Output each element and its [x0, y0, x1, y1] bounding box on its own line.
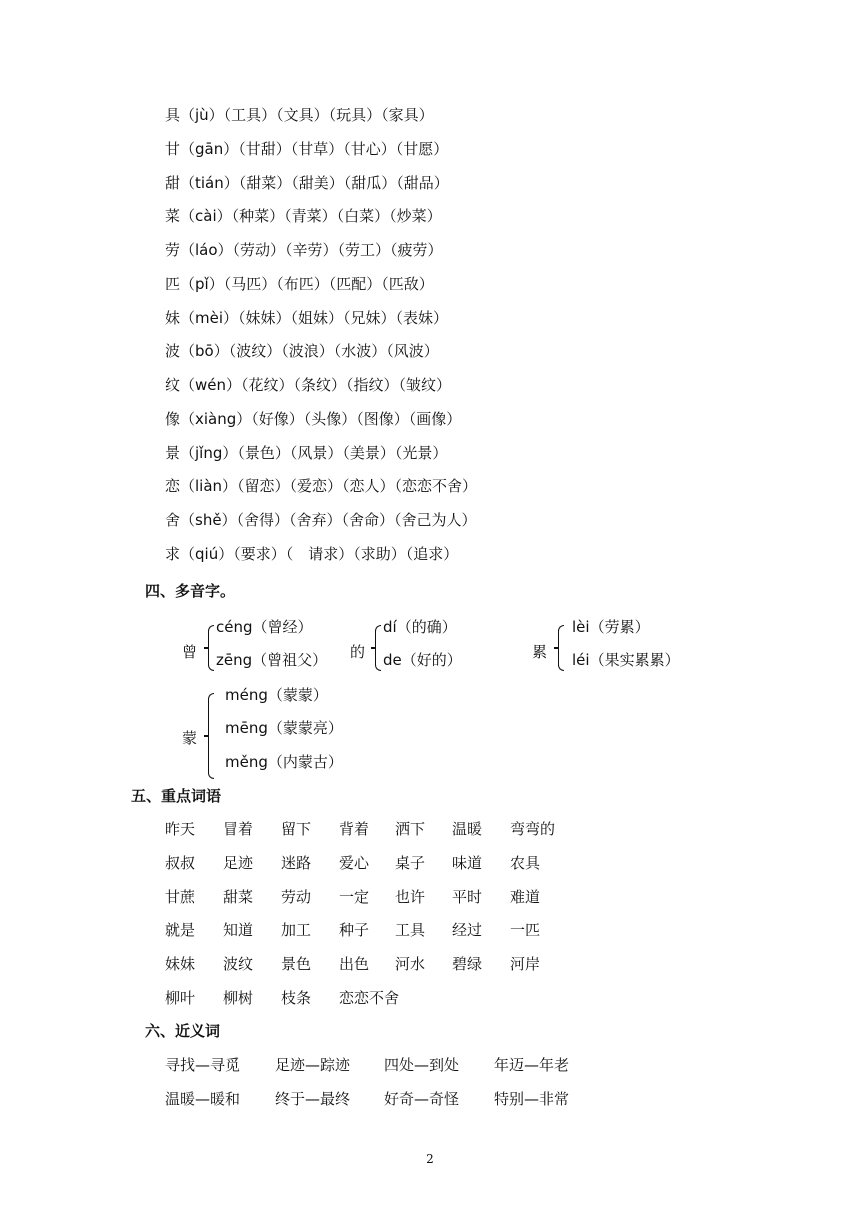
polyphone-reading: měng（内蒙古）: [225, 753, 343, 771]
synonym-pair: 好奇—奇怪: [384, 1090, 460, 1108]
key-word: 足迹: [223, 854, 254, 872]
brace-tip: [554, 647, 558, 649]
char-entry: 纹（wén）（花纹）（条纹）（指纹）（皱纹）: [165, 376, 452, 394]
key-word: 迷路: [281, 854, 312, 872]
key-word: 就是: [165, 921, 196, 939]
key-word: 也许: [395, 888, 426, 906]
key-word: 枝条: [281, 989, 312, 1007]
synonym-pair: 终于—最终: [275, 1090, 351, 1108]
page-number: 2: [426, 1152, 434, 1166]
synonym-pair: 寻找—寻觅: [165, 1056, 241, 1074]
section-heading-synonyms: 六、近义词: [145, 1022, 221, 1040]
polyphone-reading: céng（曾经）: [216, 618, 313, 636]
key-word: 背着: [339, 820, 370, 838]
synonym-pair: 特别—非常: [494, 1090, 570, 1108]
brace-tip: [204, 735, 208, 737]
key-word: 昨天: [165, 820, 196, 838]
key-word: 波纹: [223, 955, 254, 973]
polyphone-char: 蒙: [182, 729, 198, 747]
char-entry: 具（jù）（工具）（文具）（玩具）（家具）: [165, 106, 434, 124]
key-word: 柳树: [223, 989, 254, 1007]
brace: [208, 625, 214, 671]
key-word: 知道: [223, 921, 254, 939]
synonym-pair: 温暖—暖和: [165, 1090, 241, 1108]
key-word: 柳叶: [165, 989, 196, 1007]
key-word: 种子: [339, 921, 370, 939]
key-word: 一匹: [510, 921, 541, 939]
section-heading-key-words: 五、重点词语: [131, 787, 222, 805]
char-entry: 菜（cài）（种菜）（青菜）（白菜）（炒菜）: [165, 207, 442, 225]
section-heading-polyphones: 四、多音字。: [145, 582, 236, 600]
brace: [375, 625, 381, 671]
char-entry: 匹（pǐ）（马匹）（布匹）（匹配）（匹敌）: [165, 275, 434, 293]
key-word: 留下: [281, 820, 312, 838]
key-word: 经过: [452, 921, 483, 939]
synonym-pair: 四处—到处: [384, 1056, 460, 1074]
synonym-pair: 年迈—年老: [494, 1056, 570, 1074]
polyphone-reading: méng（蒙蒙）: [225, 686, 328, 704]
polyphone-reading: léi（果实累累）: [572, 651, 680, 669]
polyphone-char: 曾: [182, 643, 198, 661]
key-word: 冒着: [223, 820, 254, 838]
key-word: 难道: [510, 888, 541, 906]
char-entry: 劳（láo）（劳动）（辛劳）（劳工）（疲劳）: [165, 241, 443, 259]
key-word: 弯弯的: [510, 820, 556, 838]
polyphone-reading: zēng（曾祖父）: [216, 651, 328, 669]
key-word: 景色: [281, 955, 312, 973]
char-entry: 舍（shě）（舍得）（舍弃）（舍命）（舍己为人）: [165, 511, 477, 529]
key-word: 洒下: [395, 820, 426, 838]
char-entry: 求（qiú）（要求）（ 请求）（求助）（追求）: [165, 545, 459, 563]
brace-tip: [371, 647, 375, 649]
synonym-pair: 足迹—踪迹: [275, 1056, 351, 1074]
key-word: 平时: [452, 888, 483, 906]
char-entry: 波（bō）（波纹）（波浪）（水波）（风波）: [165, 342, 439, 360]
key-word: 河水: [395, 955, 426, 973]
key-word: 工具: [395, 921, 426, 939]
key-word: 温暖: [452, 820, 483, 838]
key-word: 恋恋不舍: [339, 989, 400, 1007]
char-entry: 恋（liàn）（留恋）（爱恋）（恋人）（恋恋不舍）: [165, 477, 478, 495]
polyphone-char: 的: [350, 643, 366, 661]
key-word: 碧绿: [452, 955, 483, 973]
polyphone-reading: de（好的）: [383, 651, 462, 669]
brace: [558, 625, 564, 671]
key-word: 河岸: [510, 955, 541, 973]
char-entry: 妹（mèi）（妹妹）（姐妹）（兄妹）（表妹）: [165, 309, 449, 327]
char-entry: 甘（gān）（甘甜）（甘草）（甘心）（甘愿）: [165, 140, 449, 158]
key-word: 出色: [339, 955, 370, 973]
char-entry: 甜（tián）（甜菜）（甜美）（甜瓜）（甜品）: [165, 174, 449, 192]
key-word: 甜菜: [223, 888, 254, 906]
char-entry: 像（xiàng）（好像）（头像）（图像）（画像）: [165, 410, 462, 428]
brace: [208, 693, 214, 779]
key-word: 妹妹: [165, 955, 196, 973]
key-word: 农具: [510, 854, 541, 872]
polyphone-reading: dí（的确）: [383, 618, 457, 636]
key-word: 桌子: [395, 854, 426, 872]
char-entry: 景（jǐng）（景色）（风景）（美景）（光景）: [165, 444, 448, 462]
brace-tip: [204, 647, 208, 649]
key-word: 劳动: [281, 888, 312, 906]
polyphone-reading: mēng（蒙蒙亮）: [225, 719, 343, 737]
polyphone-reading: lèi（劳累）: [572, 618, 650, 636]
key-word: 叔叔: [165, 854, 196, 872]
key-word: 一定: [339, 888, 370, 906]
polyphone-char: 累: [532, 643, 548, 661]
key-word: 甘蔗: [165, 888, 196, 906]
key-word: 味道: [452, 854, 483, 872]
key-word: 爱心: [339, 854, 370, 872]
key-word: 加工: [281, 921, 312, 939]
